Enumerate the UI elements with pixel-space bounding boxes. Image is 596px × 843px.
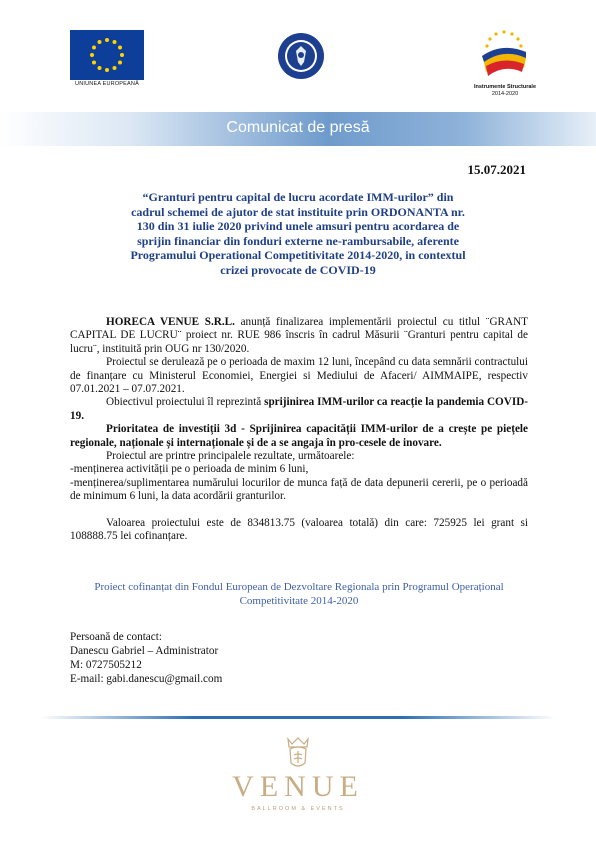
objective-intro: Obiectivul proiectului îl reprezintă (106, 396, 265, 409)
structural-instruments-logo (478, 28, 530, 80)
body-text (70, 316, 528, 544)
priority-text: Prioritatea de investiții 3d - Sprijinirea capacității IMM-urilor de a crește pe piețele regionale, naționale și internaționale și de a se angaja în pro-cesele de inovare. (70, 423, 528, 449)
romanian-government-seal-logo (277, 32, 325, 80)
banner-title: Comunicat de presă (226, 119, 370, 136)
headline-line: sprijin financiar din fonduri externe ne-rambursabile, aferente (137, 233, 459, 248)
company-name: HORECA VENUE S.R.L. (106, 316, 235, 328)
headline-line: “Granturi pentru capital de lucru acordate IMM-urilor” din (142, 190, 454, 204)
cofinancing-line: Competitivitate 2014-2020 (239, 594, 359, 607)
cofinancing-note (70, 581, 528, 608)
paragraph-objective (70, 396, 528, 423)
headline (96, 190, 500, 277)
objective-text: sprijinirea IMM-urilor ca reacție la pandemia COVID-19. (70, 396, 528, 422)
headline-line: Programului Operational Competitivitate 2014-2020, in contextul (130, 248, 466, 262)
structural-instruments-caption-title: Instrumente Structurale (473, 84, 537, 90)
spacer (70, 504, 528, 517)
cofinancing-line: Proiect cofinanțat din Fondul European de Dezvoltare Regionala prin Programul Operațional (94, 581, 504, 593)
press-release-date: 15.07.2021 (467, 162, 526, 177)
contact-email: E-mail: gabi.danescu@gmail.com (70, 673, 223, 685)
paragraph-results-intro: Proiectul are printre principalele rezultate, următoarele: (106, 450, 355, 463)
eu-flag-logo (70, 30, 144, 80)
headline-line: cadrul schemei de ajutor de stat instituite prin ORDONANTA nr. (131, 204, 465, 219)
contact-label: Persoană de contact: (70, 631, 162, 643)
contact-phone: M: 0727505212 (70, 659, 142, 671)
paragraph-duration: Proiectul se derulează pe o perioada de maxim 12 luni, începând cu data semnării contractului de finanțare cu Ministerul Economiei, Energiei si Mediului de Afaceri/ AIMMAIPE, respectiv 07.01.2021 – 07.07.2021. (70, 356, 528, 396)
result-item: -menținerea/suplimentarea numărului locurilor de munca față de data depunerii cererii, pe o perioadă de minimum 6 luni, la data acordării granturilor. (70, 476, 528, 503)
headline-line: 130 din 31 iulie 2020 privind unele amsuri pentru acordarea de (136, 219, 460, 233)
paragraph-priority (70, 423, 528, 450)
result-item: -menținerea activității pe o perioada de minim 6 luni, (70, 463, 309, 476)
headline-line: crizei provocate de COVID-19 (220, 262, 376, 277)
venue-crest-icon (282, 735, 314, 771)
venue-brand-logo: VENUE (232, 770, 364, 803)
paragraph-announcement (70, 316, 528, 356)
contact-name: Danescu Gabriel – Administrator (70, 645, 219, 657)
venue-tagline: BALLROOM & EVENTS (251, 806, 345, 812)
announcement-text: anunță finalizarea implementării proiectul cu titlul ¨GRANT CAPITAL DE LUCRU¨ proiect nr. RUE 986 înscris în cadrul Măsurii ¨Granturi pentru capital de lucru¨, instituită prin OUG nr 130/2020. (70, 316, 528, 355)
footer-divider (40, 716, 556, 719)
contact-block (70, 630, 370, 686)
eu-caption: UNIUNEA EUROPEANĂ (75, 81, 139, 87)
structural-instruments-caption (466, 84, 544, 98)
paragraph-value: Valoarea proiectului este de 834813.75 (valoarea totală) din care: 725925 lei grant si 108888.75 lei cofinanțare. (70, 516, 528, 543)
structural-instruments-caption-years: 2014-2020 (491, 91, 519, 97)
